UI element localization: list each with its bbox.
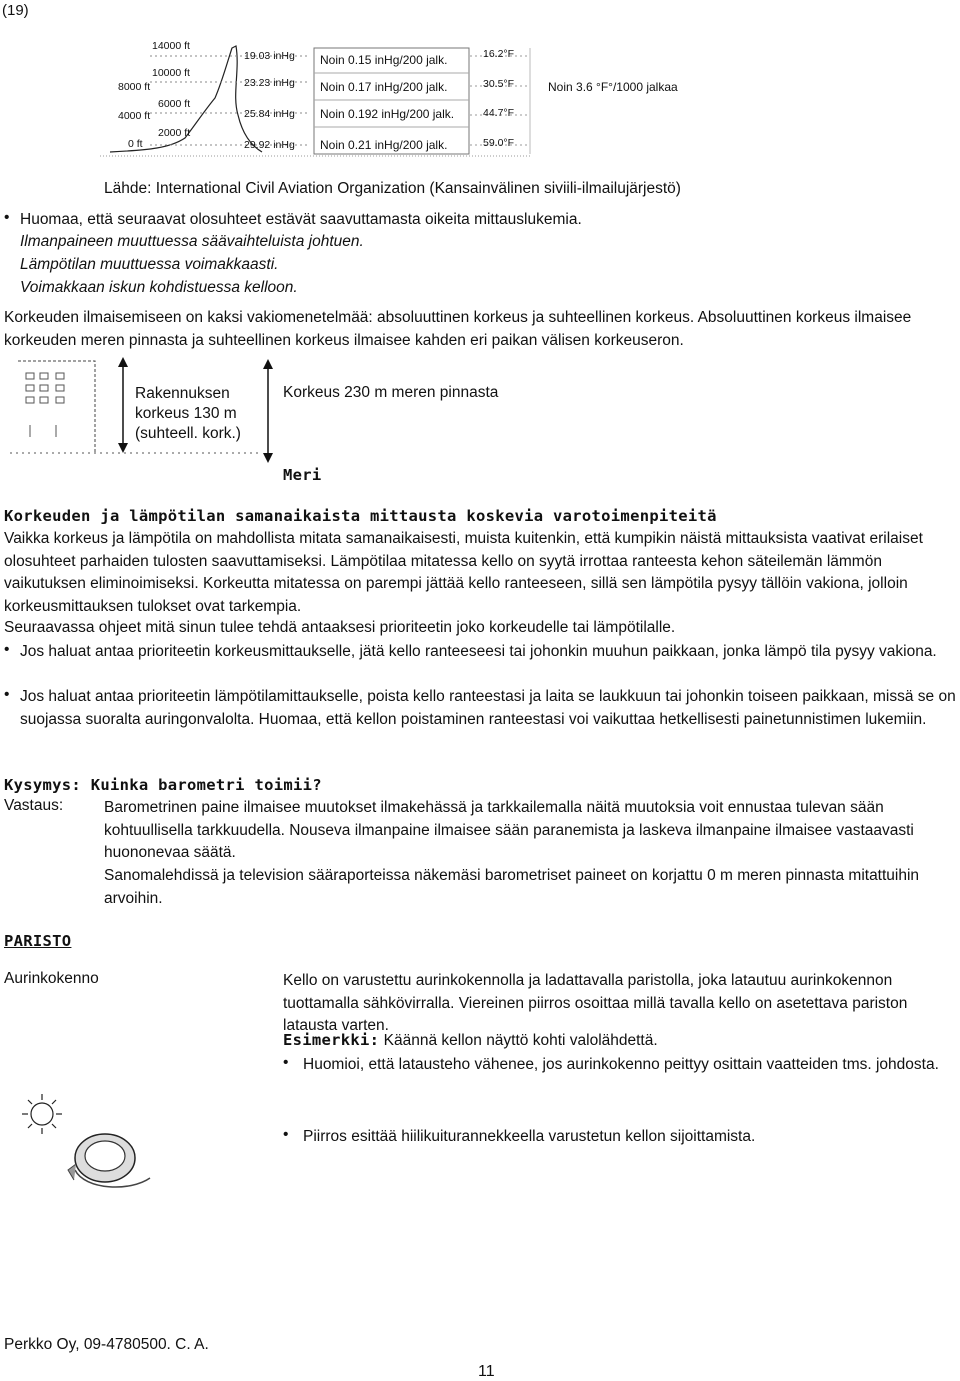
- note-item: Voimakkaan iskun kohdistuessa kelloon.: [20, 279, 298, 296]
- building-figure: [0, 355, 560, 490]
- altitude-label: 10000 ft: [152, 67, 190, 79]
- note-item: Ilmanpaineen muuttuessa säävaihteluista johtuen.: [20, 233, 364, 250]
- battery-description: Kello on varustettu aurinkokennolla ja ladattavalla paristolla, joka latautuu aurinkokennon tuottamalla sähkövirralla. Viereinen piirros osoittaa millä tavalla kello on asetettava pariston latausta varten.: [283, 972, 908, 1035]
- answer-text-1: Barometrinen paine ilmaisee muutokset ilmakehässä ja tarkkailemalla näitä muutoksia voit ennustaa tulevan sään kohtuullisella tarkkuudella. Nouseva ilmanpaine ilmaisee sään paranemista ja laskeva ilmanpaine ilmaisee vastaavasti huononevaa säätä.: [104, 799, 914, 862]
- question-text: Kuinka barometri toimii?: [90, 776, 322, 794]
- note-item: Lämpötilan muuttuessa voimakkaasti.: [20, 256, 279, 273]
- precautions-body: Vaikka korkeus ja lämpötila on mahdollista mitata samanaikaisesti, muista kuitenkin, että kumpikin näistä mittauksista vaativat erilaiset olosuhteet parhaiden tulosten saavuttamiseksi. Lämpötilaa mitatessa kello on syytä irrottaa ranteesta kehon säteilemän lämmön vaikutuksen eliminoimiseksi. Korkeutta mitatessa on parempi jättää kello ranteeseen, sillä sen lämpötila pysyy tällöin vakiona, jolloin korkeusmittauksen tulokset ovat tarkempia.: [4, 530, 923, 615]
- answer-text-2: Sanomalehdissä ja television sääraporteissa näkemäsi barometriset paineet on korjattu 0 m meren pinnasta mitattuihin arvoihin.: [104, 867, 920, 907]
- bullet-dot: •: [4, 641, 10, 658]
- building-drawing: [0, 355, 560, 465]
- question-line: [4, 776, 322, 794]
- temperature-label: 44.7°F: [483, 107, 515, 119]
- question-label: Kysymys:: [4, 776, 82, 794]
- altitude-label: 4000 ft: [118, 110, 151, 122]
- sun-watch-illustration: [10, 1090, 170, 1195]
- altitude-intro: Korkeuden ilmaisemiseen on kaksi vakiomenetelmää: absoluuttinen korkeus ja suhteellinen korkeus. Absoluuttinen korkeus ilmaisee korkeuden meren pinnasta ja suhteellinen korkeus ilmaisee kahden eri paikan välisen korkeuseron.: [4, 309, 912, 349]
- precautions-bullet-text: Jos haluat antaa prioriteetin lämpötilamittaukselle, poista kello ranteestasi ja laita se laukkuun tai johonkin toiseen paikkaan, missä se on suojassa suoralta auringonvalolta. Huomaa, että kellon poistaminen ranteestasi voi vaikuttaa hetkellisesti painetunnistimen lukemiin.: [20, 688, 956, 728]
- altitude-label: 2000 ft: [158, 127, 191, 139]
- precautions-follow: Seuraavassa ohjeet mitä sinun tulee tehdä antaaksesi prioriteetin joko korkeudelle tai lämpötilalle.: [4, 619, 676, 636]
- altitude-label: 14000 ft: [152, 40, 190, 52]
- bullet-dot: •: [283, 1126, 289, 1143]
- battery-bullet-text: Piirros esittää hiilikuiturannekkeella varustetun kellon sijoittamista.: [303, 1128, 756, 1145]
- temperature-label: 30.5°F: [483, 78, 515, 90]
- relative-height-line: Rakennuksen: [135, 385, 230, 402]
- solar-cell-label: Aurinkokenno: [4, 970, 99, 987]
- altitude-label: 8000 ft: [118, 81, 151, 93]
- pressure-label: 23.23 inHg: [244, 77, 295, 89]
- pressure-rate-label: Noin 0.21 inHg/200 jalk.: [320, 138, 448, 152]
- temperature-rate-label: Noin 3.6 °F°/1000 jalkaa: [548, 80, 678, 94]
- example-text: Käännä kellon näyttö kohti valolähdettä.: [383, 1032, 658, 1049]
- pressure-label: 25.84 inHg: [244, 108, 295, 120]
- footer: Perkko Oy, 09-4780500. C. A.: [4, 1336, 209, 1353]
- pressure-rate-label: Noin 0.192 inHg/200 jalk.: [320, 107, 455, 121]
- relative-height-line: (suhteell. kork.): [135, 425, 241, 442]
- bullet-dot: •: [283, 1054, 289, 1071]
- altitude-figure: [0, 0, 960, 170]
- sun-icon: [22, 1094, 62, 1134]
- relative-height-line: korkeus 130 m: [135, 405, 237, 422]
- pressure-rate-label: Noin 0.15 inHg/200 jalk.: [320, 53, 448, 67]
- temperature-label: 59.0°F: [483, 137, 515, 149]
- pressure-label: 29.92 inHg: [244, 139, 295, 151]
- bullet-dot: •: [4, 209, 10, 226]
- absolute-height-label: Korkeus 230 m meren pinnasta: [283, 384, 499, 401]
- temperature-label: 16.2°F: [483, 48, 515, 60]
- answer-label: Vastaus:: [4, 797, 64, 814]
- sea-label: Meri: [283, 466, 322, 484]
- pressure-rate-label: Noin 0.17 inHg/200 jalk.: [320, 80, 448, 94]
- altitude-label: 6000 ft: [158, 98, 191, 110]
- watch-icon: [68, 1134, 150, 1187]
- page-label: (19): [2, 2, 29, 19]
- example-line: [283, 1031, 658, 1050]
- source-note: Lähde: International Civil Aviation Organization (Kansainvälinen siviili-ilmailujärjestö): [104, 180, 681, 197]
- page-number: 11: [478, 1363, 495, 1380]
- example-label: Esimerkki:: [283, 1031, 380, 1049]
- note-bullet-text: Huomaa, että seuraavat olosuhteet estävät saavuttamasta oikeita mittauslukemia.: [20, 211, 582, 228]
- relative-height-label: [135, 384, 241, 444]
- battery-heading: PARISTO: [4, 932, 72, 950]
- precautions-bullet-text: Jos haluat antaa prioriteetin korkeusmittaukselle, jätä kello ranteeseesi tai johonkin muuhun paikkaan, jonka lämpö tila pysyy vakiona.: [20, 643, 937, 660]
- altitude-label: 0 ft: [128, 138, 143, 150]
- precautions-heading: Korkeuden ja lämpötilan samanaikaista mittausta koskevia varotoimenpiteitä: [4, 507, 717, 525]
- battery-bullet-text: Huomioi, että lataustehо vähenee, jos aurinkokenno peittyy osittain vaatteiden tms. johdosta.: [303, 1056, 939, 1073]
- pressure-label: 19.03 inHg: [244, 50, 295, 62]
- bullet-dot: •: [4, 686, 10, 703]
